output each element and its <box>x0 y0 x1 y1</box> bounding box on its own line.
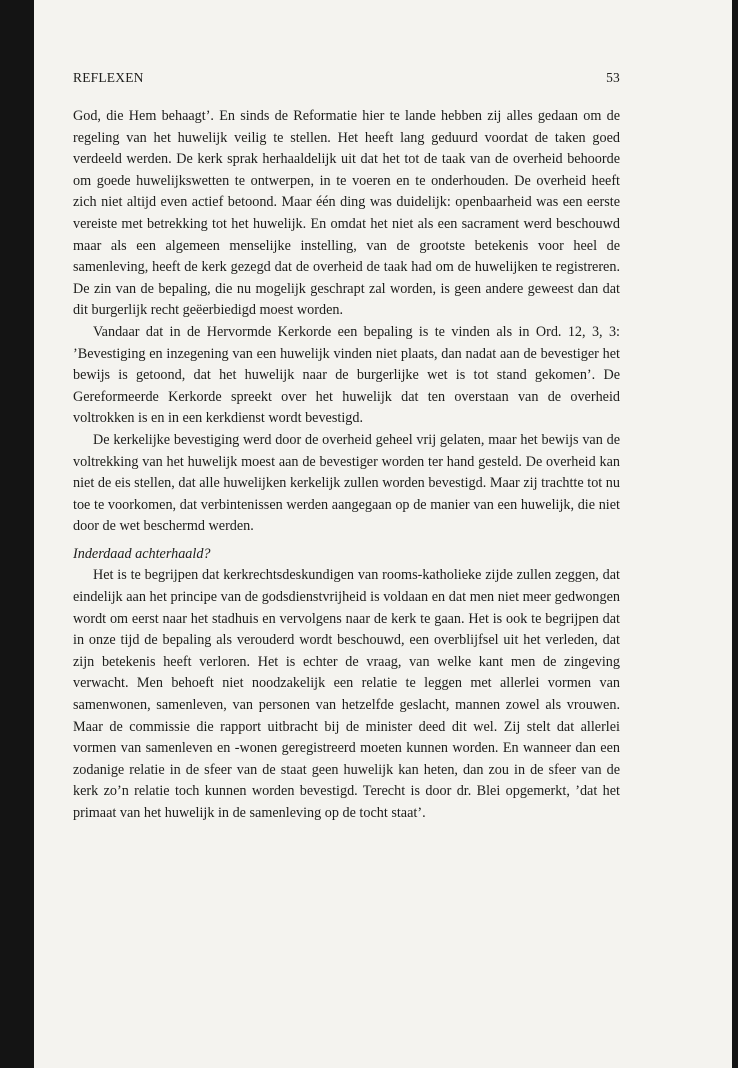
section-heading: Inderdaad achterhaald? <box>73 545 211 562</box>
scan-edge-right <box>732 0 738 1068</box>
paragraph: De kerkelijke bevestiging werd door de overheid geheel vrij gelaten, maar het bewijs van de voltrekking van het huwelijk moest aan de bevestiger worden ter hand gesteld. De overheid kan niet de eis stellen, dat alle huwelijken kerkelijk zullen worden bevestigd. Maar zij trachtte tot nu toe te voorkomen, dat verbintenissen werden aangegaan op de manier van een huwelijk, die niet door de wet beschermd werden. <box>73 431 620 535</box>
paragraph: Het is te begrijpen dat kerkrechtsdeskundigen van rooms-katholieke zijde zullen zeggen, dat eindelijk aan het principe van de godsdienstvrijheid is voldaan en dat men niet meer gedwongen wordt om eerst naar het stadhuis en vervolgens naar de kerk te gaan. Het is ook te begrijpen dat in onze tijd de bepaling als verouderd wordt beschouwd, een overblijfsel uit het verleden, dat zijn betekenis heeft verloren. Het is echter de vraag, van welke kant men de zingeving verwacht. Men behoeft niet noodzakelijk een relatie te leggen met allerlei vormen van samenwonen, samenleven, van personen van hetzelfde geslacht, mannen zowel als vrouwen. Maar de commissie die rapport uitbracht bij de minister deed dit wel. Zij stelt dat allerlei vormen van samenleven en -wonen geregistreerd moeten kunnen worden. En wanneer dan een zodanige relatie in de sfeer van de staat geen huwelijk kan heten, dan zou in de sfeer van de kerk zo’n relatie toch kunnen worden bevestigd. Terecht is door dr. Blei opgemerkt, ’dat het primaat van het huwelijk in de samenleving op de tocht staat’. <box>73 567 620 821</box>
page-number: 53 <box>606 70 620 85</box>
paragraph: God, die Hem behaagt’. En sinds de Reformatie hier te lande hebben zij alles gedaan om de regeling van het huwelijk veilig te stellen. Het heeft lang geduurd voordat de taken goed verdeeld werden. De kerk sprak herhaaldelijk uit dat het tot de taak van de overheid behoorde om goede huwelijkswetten te ontwerpen, in te voeren en te onderhouden. De overheid heeft zich niet altijd even actief betoond. Maar één ding was duidelijk: openbaarheid was een eerste vereiste met betrekking tot het huwelijk. En omdat het niet als een sacrament werd beschouwd maar als een algemeen menselijke instelling, van de grootste betekenis voor heel de samenleving, heeft de kerk gezegd dat de overheid de taak had om de huwelijken te registreren. De zin van de bepaling, die nu mogelijk geschrapt zal worden, is geen andere geweest dan dat dit burgerlijk recht geëerbiedigd moest worden. <box>73 108 620 319</box>
scan-edge-left <box>0 0 34 1068</box>
running-title: REFLEXEN <box>73 70 144 85</box>
page-body <box>73 106 620 825</box>
running-header <box>73 70 620 86</box>
paragraph: Vandaar dat in de Hervormde Kerkorde een bepaling is te vinden als in Ord. 12, 3, 3: ’Bevestiging en inzegening van een huwelijk vinden niet plaats, dan nadat aan de bevestiger het bewijs is getoond, dat het huwelijk naar de burgerlijke wet is tot stand gekomen’. De Gereformeerde Kerkorde spreekt over het huwelijk dat ten overstaan van de overheid voltrokken is en in een kerkdienst wordt bevestigd. <box>73 323 620 427</box>
